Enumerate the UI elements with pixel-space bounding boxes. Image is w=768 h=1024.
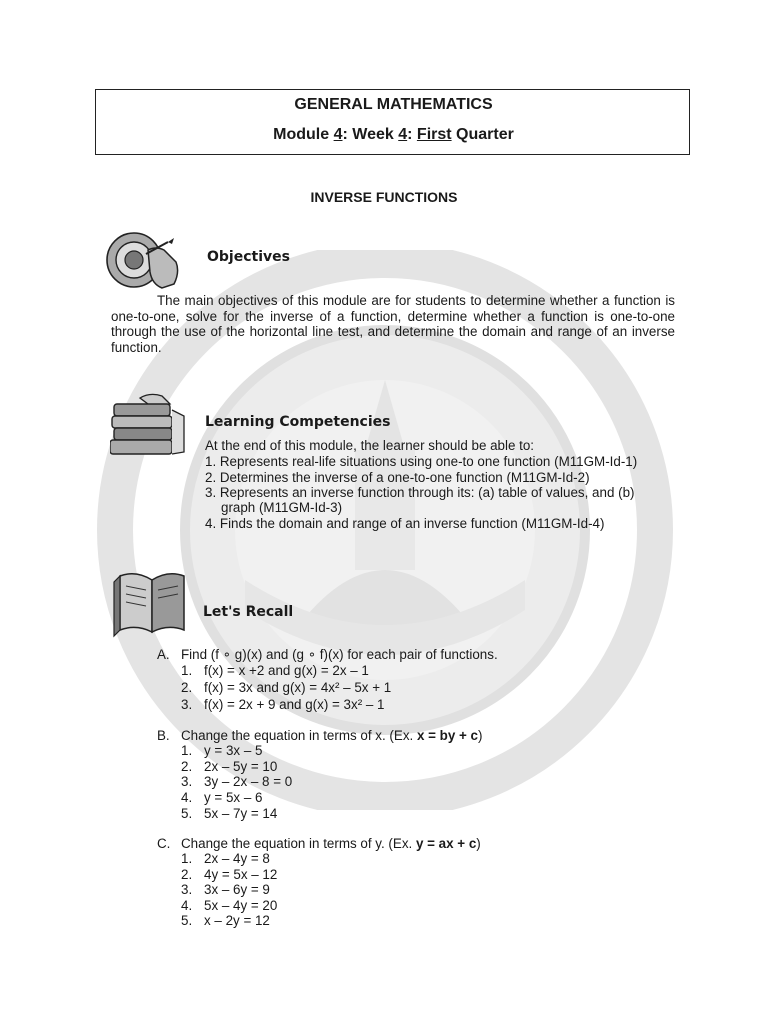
- document-title: INVERSE FUNCTIONS: [310, 189, 458, 205]
- quarter-first: First: [416, 126, 452, 143]
- list-item-number: 3.: [181, 774, 193, 789]
- part-a-letter: A.: [157, 647, 170, 662]
- list-item-number: 4.: [181, 898, 193, 913]
- list-item: f(x) = 2x + 9 and g(x) = 3x² – 1: [204, 697, 385, 712]
- list-item: 2x – 5y = 10: [204, 759, 278, 774]
- week-number: 4: [398, 126, 408, 143]
- list-item: 4y = 5x – 12: [204, 867, 278, 882]
- list-item-number: 1.: [181, 851, 193, 866]
- list-item-number: 1.: [181, 743, 193, 758]
- target-hand-icon: [104, 228, 184, 292]
- example-equation: x = by + c: [416, 728, 478, 743]
- list-item: x – 2y = 12: [204, 913, 270, 928]
- separator: :: [407, 126, 417, 143]
- list-item-number: 5.: [181, 806, 193, 821]
- list-item-number: 2.: [181, 680, 193, 695]
- list-item-number: 3.: [181, 697, 193, 712]
- part-a-instruction: Find (f ∘ g)(x) and (g ∘ f)(x) for each pair of functions.: [181, 647, 498, 662]
- list-item: y = 5x – 6: [204, 790, 263, 805]
- module-number: 4: [333, 126, 343, 143]
- course-title: GENERAL MATHEMATICS: [294, 96, 493, 113]
- list-item: 5x – 7y = 14: [204, 806, 278, 821]
- list-item-number: 3.: [181, 882, 193, 897]
- list-item-number: 1.: [181, 663, 193, 678]
- list-item-number: 2.: [181, 867, 193, 882]
- part-c-letter: C.: [157, 836, 171, 851]
- competency-item: 4. Finds the domain and range of an inverse function (M11GM-Id-4): [205, 516, 605, 531]
- part-b-letter: B.: [157, 728, 170, 743]
- part-c-instruction: [181, 836, 481, 852]
- list-item: 2x – 4y = 8: [204, 851, 270, 866]
- list-item: y = 3x – 5: [204, 743, 263, 758]
- header-box: [95, 89, 690, 155]
- module-line: [96, 126, 691, 144]
- module-label: Module: [273, 126, 334, 143]
- list-item-number: 2.: [181, 759, 193, 774]
- part-b-instruction: [181, 728, 482, 744]
- instruction-text: Change the equation in terms of y. (Ex.: [181, 836, 416, 851]
- recall-heading: Let's Recall: [203, 604, 294, 620]
- stacked-books-icon: [110, 390, 190, 460]
- week-label: : Week: [342, 126, 399, 143]
- list-item: 5x – 4y = 20: [204, 898, 278, 913]
- competencies-heading: Learning Competencies: [205, 414, 391, 430]
- closing-paren: ): [478, 728, 483, 743]
- competencies-intro: At the end of this module, the learner should be able to:: [205, 438, 535, 453]
- open-book-icon: [112, 570, 192, 638]
- objectives-text: The main objectives of this module are for students to determine whether a function is one-to-one, solve for the inverse of a function, determine whether a function is one-to-one through the use of the horizontal line test, and determine the domain and range of an inverse function.: [111, 293, 675, 355]
- competency-item: 2. Determines the inverse of a one-to-one function (M11GM-Id-2): [205, 470, 590, 485]
- closing-paren: ): [476, 836, 481, 851]
- example-equation: y = ax + c: [415, 836, 477, 851]
- list-item: 3y – 2x – 8 = 0: [204, 774, 293, 789]
- list-item: 3x – 6y = 9: [204, 882, 270, 897]
- instruction-text: Change the equation in terms of x. (Ex.: [181, 728, 417, 743]
- list-item-number: 4.: [181, 790, 193, 805]
- competency-item: 1. Represents real-life situations using one-to one function (M11GM-Id-1): [205, 454, 638, 469]
- list-item-number: 5.: [181, 913, 193, 928]
- objectives-heading: Objectives: [207, 249, 290, 265]
- quarter-rest: Quarter: [451, 126, 514, 143]
- competency-item: graph (M11GM-Id-3): [221, 500, 343, 515]
- list-item: f(x) = 3x and g(x) = 4x² – 5x + 1: [204, 680, 392, 695]
- competency-item: 3. Represents an inverse function through its: (a) table of values, and (b): [205, 485, 635, 500]
- list-item: f(x) = x +2 and g(x) = 2x – 1: [204, 663, 369, 678]
